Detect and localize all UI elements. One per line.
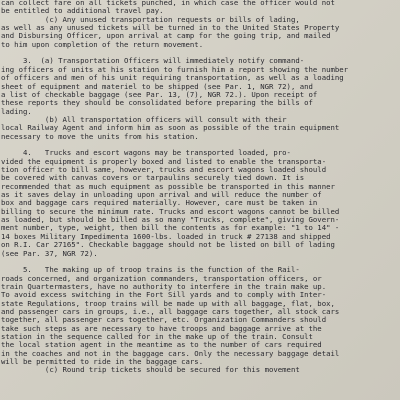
text-line: necessary to move the units from his station. bbox=[1, 131, 199, 141]
text-line: lading. bbox=[1, 106, 32, 116]
text-line: sheet of equipment and materiel to be shipped (see Par. 1, NGR 72), and bbox=[1, 81, 313, 91]
text-line: to him upon completion of the return movement. bbox=[1, 39, 204, 49]
text-line: can collect fare on all tickets punched, in which case the officer would not bbox=[1, 0, 335, 7]
text-line: 5. The making up of troop trains is the function of the Rail- bbox=[1, 265, 300, 275]
text-line: To avoid excess switching in the Fort Sill yards and to comply with Inter- bbox=[1, 290, 327, 300]
text-line: as it saves delay in unloading upon arrival and will reduce the number of bbox=[1, 190, 322, 200]
text-line: station in the sequence called for in the make up of the train. Consult bbox=[1, 332, 313, 341]
text-line: be entitled to additional travel pay. bbox=[1, 6, 164, 16]
text-line: (c) Round trip tickets should be secured for this movement bbox=[1, 365, 300, 375]
text-line: 4. Trucks and escort wagons may be transported loaded, pro- bbox=[1, 148, 291, 158]
text-line: a list of checkable baggage (see Par. 13, (7), NGR 72.). Upon receipt of bbox=[1, 89, 318, 99]
text-line: and passenger cars in groups, i.e., all baggage cars together, all stock cars bbox=[1, 306, 340, 316]
text-line: roads concerned, and organization commanders, transportation officers, or bbox=[1, 273, 322, 283]
text-line: 14 boxes Military Impedimenta 1600-lbs. loaded in truck # 27138 and shipped bbox=[1, 231, 331, 241]
text-line: 3. (a) Transportation Officers will immediately notify command- bbox=[1, 56, 305, 66]
text-line: local Railway Agent and inform him as soon as possible of the train equipment bbox=[1, 123, 340, 133]
text-line: take such steps as are necessary to have troops and baggage arrive at the bbox=[1, 323, 322, 333]
text-line: billing to secure the minimum rate. Trucks and escort wagons cannot be billed bbox=[1, 206, 340, 216]
text-line: (c) Any unused transportation requests or bills of lading, bbox=[1, 14, 300, 24]
text-line: of officers and men of his unit requiring transportation, as well as a loading bbox=[1, 73, 344, 83]
text-line: as well as any unused tickets will be turned in to the United States Property bbox=[1, 23, 340, 33]
text-line: train Quartermasters, have no authority to interfere in the train make up. bbox=[1, 281, 327, 291]
text-line: in the coaches and not in the baggage cars. Only the necessary baggage detail bbox=[1, 348, 340, 358]
text-line: vided the equipment is properly boxed and listed to enable the transporta- bbox=[1, 156, 327, 166]
text-line: state Regulations, troop trains will be made up with all baggage, flat, box, bbox=[1, 298, 335, 308]
text-line: on R.I. Car 27165". Checkable baggage should not be listed on bill of lading bbox=[1, 240, 335, 250]
text-line: ing officers of units at his station to furnish him a report showing the number bbox=[1, 64, 349, 74]
text-line: be covered with canvas covers or tarpaulins securely tied down. It is bbox=[1, 173, 305, 183]
text-line: these reports they should be consolidated before preparing the bills of bbox=[1, 98, 313, 108]
text-line: the local station agent in the meantime as to the number of cars required bbox=[1, 340, 322, 350]
text-line: box and baggage cars required materially. However, care must be taken in bbox=[1, 198, 318, 208]
text-line: as loaded, but should be billed as so many "Trucks, complete", giving Govern- bbox=[1, 215, 340, 225]
text-line: and Disbursing Officer, upon arrival at camp for the going trip, and mailed bbox=[1, 31, 331, 41]
text-line: tion officer to bill same, however, trucks and escort wagons loaded should bbox=[1, 165, 327, 174]
text-line: (b) All transportation officers will consult with their bbox=[1, 114, 287, 124]
text-line: recommended that as much equipment as possible be transported in this manner bbox=[1, 181, 335, 191]
text-line: (see Par. 37, NGR 72). bbox=[1, 248, 98, 258]
text-line: ment number, type, weight, then bill the contents as for example: "1 to 14" - bbox=[1, 223, 340, 233]
text-line: will be permitted to ride in the baggage cars. bbox=[1, 357, 204, 367]
text-line: together, all passenger cars together, etc. Organization Commanders should bbox=[1, 315, 327, 325]
